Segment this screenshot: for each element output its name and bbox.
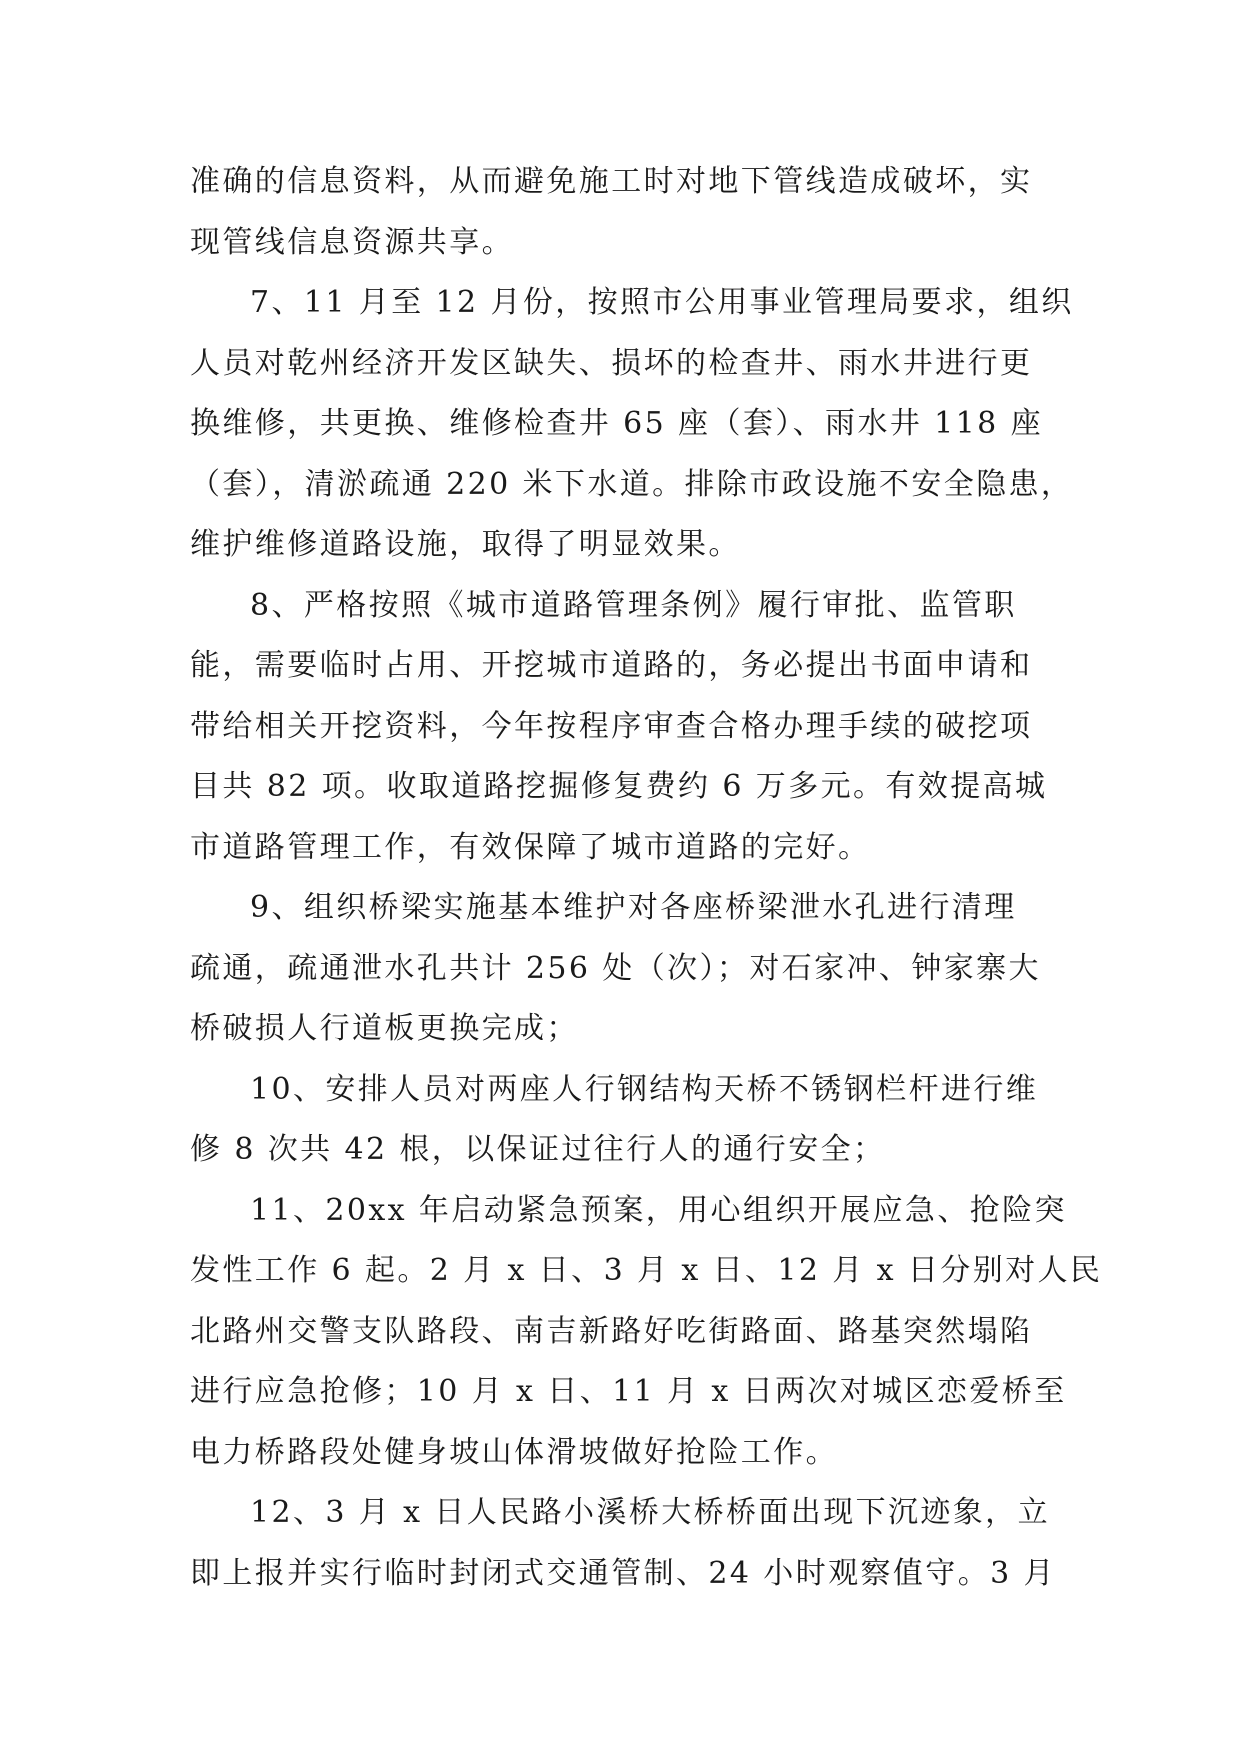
document-body	[190, 152, 1103, 1604]
text-line: 现管线信息资源共享。	[190, 224, 514, 260]
text-line: 进行应急抢修；10 月 x 日、11 月 x 日两次对城区恋爱桥至	[190, 1374, 1067, 1409]
text-line: 市道路管理工作，有效保障了城市道路的完好。	[190, 829, 871, 865]
text-line: 换维修，共更换、维修检查井 65 座（套）、雨水井 118 座	[190, 406, 1043, 441]
text-line: 电力桥路段处健身坡山体滑坡做好抢险工作。	[190, 1434, 838, 1470]
text-line: 疏通，疏通泄水孔共计 256 处（次）；对石家冲、钟家寨大	[190, 950, 1041, 986]
text-line: 10、安排人员对两座人行钢结构天桥不锈钢栏杆进行维	[250, 1071, 1039, 1107]
text-line: 能，需要临时占用、开挖城市道路的，务必提出书面申请和	[190, 648, 1033, 683]
text-line: 目共 82 项。收取道路挖掘修复费约 6 万多元。有效提高城	[190, 769, 1048, 804]
text-line: 发性工作 6 起。2 月 x 日、3 月 x 日、12 月 x 日分别对人民	[190, 1253, 1103, 1288]
text-line: 12、3 月 x 日人民路小溪桥大桥桥面出现下沉迹象，立	[250, 1495, 1050, 1530]
text-line: （套），清淤疏通 220 米下水道。排除市政设施不安全隐患，	[190, 466, 1074, 502]
text-line: 修 8 次共 42 根，以保证过往行人的通行安全；	[190, 1132, 886, 1167]
text-line: 准确的信息资料，从而避免施工时对地下管线造成破坏，实	[190, 164, 1033, 199]
text-line: 维护维修道路设施，取得了明显效果。	[190, 527, 741, 562]
text-line: 9、组织桥梁实施基本维护对各座桥梁泄水孔进行清理	[250, 890, 1017, 925]
text-line: 人员对乾州经济开发区缺失、损坏的检查井、雨水井进行更	[190, 345, 1033, 381]
text-line: 北路州交警支队路段、南吉新路好吃街路面、路基突然塌陷	[190, 1313, 1033, 1349]
text-line: 7、11 月至 12 月份，按照市公用事业管理局要求，组织	[250, 285, 1074, 320]
text-line: 即上报并实行临时封闭式交通管制、24 小时观察值守。3 月	[190, 1555, 1056, 1591]
text-line: 11、20xx 年启动紧急预案，用心组织开展应急、抢险突	[250, 1192, 1067, 1228]
text-line: 带给相关开挖资料，今年按程序审查合格办理手续的破挖项	[190, 708, 1033, 744]
text-line: 桥破损人行道板更换完成；	[190, 1011, 579, 1046]
text-line: 8、严格按照《城市道路管理条例》履行审批、监管职	[250, 587, 1017, 623]
